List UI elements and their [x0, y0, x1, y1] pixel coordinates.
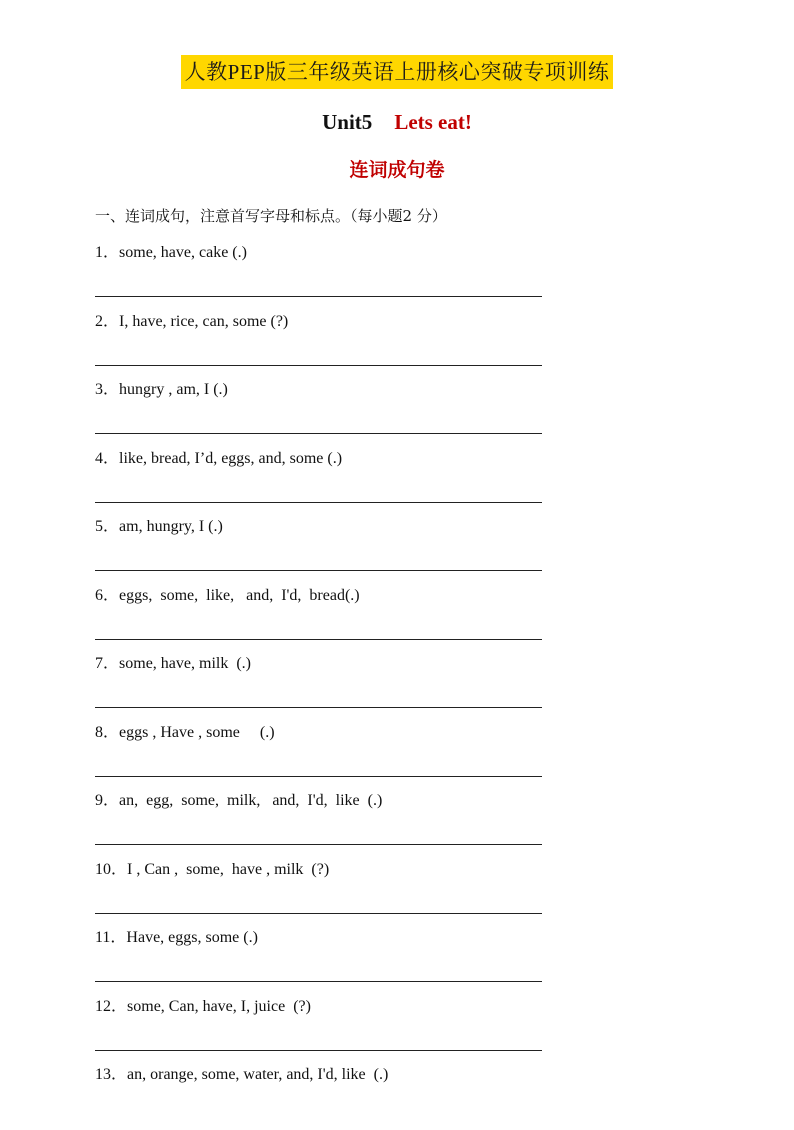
question-item: [95, 239, 542, 308]
answer-line[interactable]: [95, 1050, 542, 1051]
question-number: 4．: [95, 449, 120, 467]
answer-line[interactable]: [95, 296, 542, 297]
question-number: 11．: [95, 929, 127, 946]
question-number: 5．: [95, 518, 120, 535]
question-words: some, Can, have, I, juice (?): [127, 997, 311, 1015]
question-words: eggs , Have , some (.): [119, 723, 275, 741]
question-words: I, have, rice, can, some (?): [119, 312, 289, 330]
answer-line[interactable]: [95, 844, 542, 845]
question-number: 12．: [95, 997, 128, 1015]
answer-line[interactable]: [95, 981, 542, 982]
question-number: 9．: [95, 792, 120, 809]
question-list: [95, 239, 542, 1130]
question-words: I , Can , some, have , milk (?): [127, 860, 330, 878]
section-instructions: 一、连词成句，注意首写字母和标点。（每小题2 分）: [95, 207, 447, 225]
question-words: hungry , am, I (.): [119, 381, 228, 398]
question-number: 2．: [95, 312, 120, 330]
question-item: [95, 719, 542, 788]
question-item: [95, 787, 542, 856]
question-item: [95, 924, 542, 993]
unit-label: Unit5: [322, 110, 373, 134]
answer-line[interactable]: [95, 913, 542, 914]
answer-line[interactable]: [95, 365, 542, 366]
question-item: [95, 582, 542, 651]
unit-heading: [0, 108, 794, 136]
question-words: some, have, cake (.): [119, 244, 247, 261]
unit-title: Lets eat!: [394, 110, 472, 134]
question-words: am, hungry, I (.): [119, 518, 223, 535]
question-item: [95, 513, 542, 582]
question-number: 1．: [95, 244, 120, 261]
question-item: [95, 376, 542, 445]
question-number: 3．: [95, 381, 120, 398]
question-number: 8．: [95, 723, 120, 741]
answer-line[interactable]: [95, 776, 542, 777]
answer-line[interactable]: [95, 707, 542, 708]
banner-text: 人教PEP版三年级英语上册核心突破专项训练: [181, 55, 614, 89]
question-words: an, orange, some, water, and, I'd, like (.): [127, 1066, 389, 1083]
answer-line[interactable]: [95, 570, 542, 571]
question-words: Have, eggs, some (.): [126, 929, 258, 946]
worksheet-subtitle: 连词成句卷: [349, 159, 445, 181]
question-words: some, have, milk (.): [119, 655, 251, 672]
answer-line[interactable]: [95, 502, 542, 503]
question-number: 10．: [95, 860, 128, 878]
answer-line[interactable]: [95, 433, 542, 434]
question-item: [95, 445, 542, 514]
question-number: 6．: [95, 586, 120, 604]
question-item: [95, 308, 542, 377]
answer-line[interactable]: [95, 639, 542, 640]
title-banner: [0, 55, 794, 89]
question-number: 13．: [95, 1066, 128, 1083]
question-words: an, egg, some, milk, and, I'd, like (.): [119, 792, 383, 809]
question-words: eggs, some, like, and, I'd, bread(.): [119, 586, 360, 604]
question-item: [95, 993, 542, 1062]
question-item: [95, 650, 542, 719]
question-item: [95, 856, 542, 925]
question-words: like, bread, I’d, eggs, and, some (.): [119, 449, 343, 467]
question-item: [95, 1061, 542, 1130]
question-number: 7．: [95, 655, 120, 672]
